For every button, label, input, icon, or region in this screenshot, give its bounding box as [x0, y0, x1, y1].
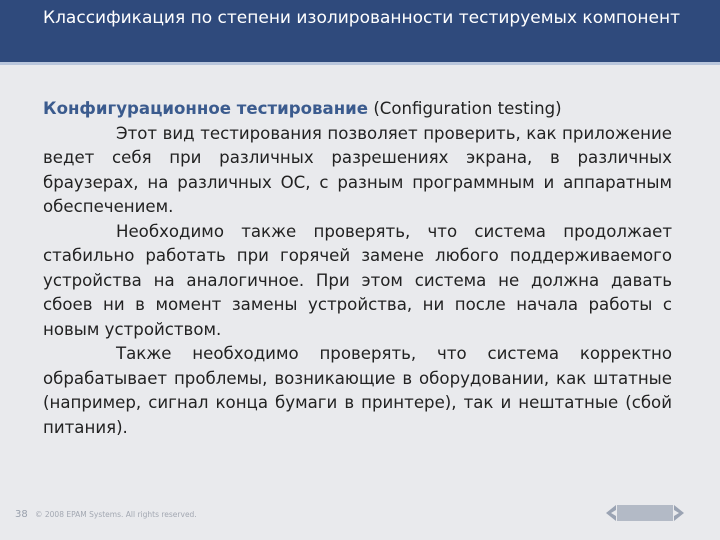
section-heading-suffix: (Configuration testing) — [368, 99, 562, 118]
section-heading — [43, 97, 672, 122]
epam-logo — [604, 501, 686, 525]
paragraph-3: Также необходимо проверять, что система корректно обрабатывает проблемы, возникающие в оборудовании, как штатные (например, сигнал конца бумаги в принтере), так и нештатные (сбой питания). — [43, 344, 672, 437]
section-heading-strong: Конфигурационное тестирование — [43, 99, 369, 118]
title-bar — [0, 0, 720, 62]
copyright-notice: © 2008 EPAM Systems. All rights reserved. — [35, 510, 197, 519]
slide-title: Классификация по степени изолированности тестируемых компонент — [43, 8, 681, 28]
page-number: 38 — [15, 509, 28, 520]
paragraph-1: Этот вид тестирования позволяет проверить, как приложение ведет себя при различных разрешениях экрана, в различных браузерах, на различных ОС, с разным программным и аппаратным обеспечением. — [43, 123, 672, 216]
paragraph-2: Необходимо также проверять, что система продолжает стабильно работать при горячей замене любого поддерживаемого устройства на аналогичное. При этом система не должна давать сбоев ни в момент замены устройства, ни после начала работы с новым устройством. — [43, 221, 672, 339]
slide-body — [43, 97, 672, 440]
footer — [0, 505, 720, 525]
title-divider — [0, 62, 720, 65]
